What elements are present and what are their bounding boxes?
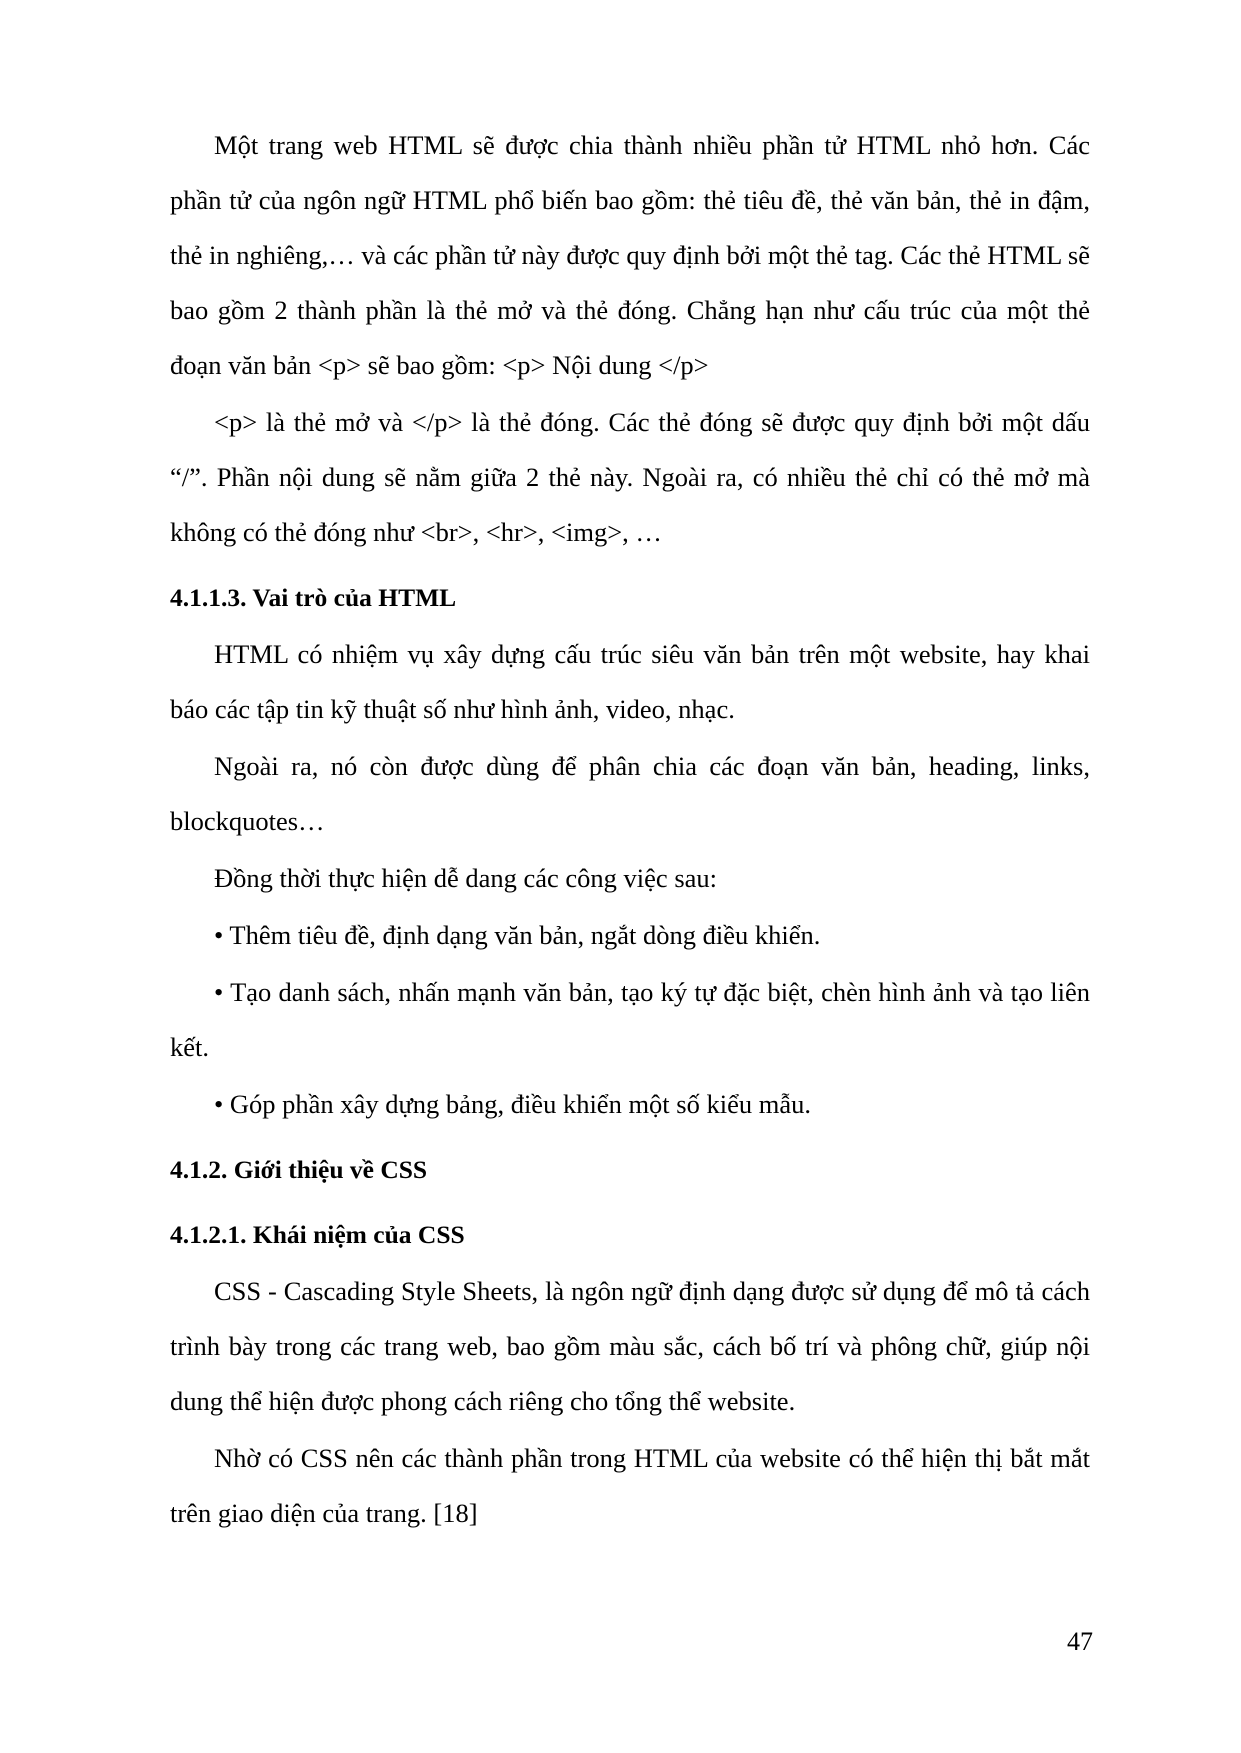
paragraph-html-elements: Một trang web HTML sẽ được chia thành nhiều phần tử HTML nhỏ hơn. Các phần tử của ngôn ngữ HTML phổ biến bao gồm: thẻ tiêu đề, thẻ văn bản, thẻ in đậm, thẻ in nghiêng,… và các phần tử này được quy định bởi một thẻ tag. Các thẻ HTML sẽ bao gồm 2 thành phần là thẻ mở và thẻ đóng. Chẳng hạn như cấu trúc của một thẻ đoạn văn bản <p> sẽ bao gồm: <p> Nội dung </p>	[170, 130, 1090, 380]
page-number: 47	[1067, 1627, 1093, 1656]
paragraph-open-close-tags: <p> là thẻ mở và </p> là thẻ đóng. Các thẻ đóng sẽ được quy định bởi một dấu “/”. Phần nội dung sẽ nằm giữa 2 thẻ này. Ngoài ra, có nhiều thẻ chỉ có thẻ mở mà không có thẻ đóng như <br>, <hr>, <img>, …	[170, 407, 1090, 547]
paragraph-html-role: HTML có nhiệm vụ xây dựng cấu trúc siêu văn bản trên một website, hay khai báo các tập tin kỹ thuật số như hình ảnh, video, nhạc.	[170, 639, 1090, 724]
heading-4-1-1-3: 4.1.1.3. Vai trò của HTML	[170, 583, 457, 612]
paragraph-css-definition: CSS - Cascading Style Sheets, là ngôn ngữ định dạng được sử dụng để mô tả cách trình bày trong các trang web, bao gồm màu sắc, cách bố trí và phông chữ, giúp nội dung thể hiện được phong cách riêng cho tổng thể website.	[170, 1276, 1090, 1416]
heading-4-1-2-1: 4.1.2.1. Khái niệm của CSS	[170, 1220, 465, 1249]
bullet-build-table: • Góp phần xây dựng bảng, điều khiển một số kiểu mẫu.	[214, 1089, 811, 1119]
bullet-create-list: • Tạo danh sách, nhấn mạnh văn bản, tạo ký tự đặc biệt, chèn hình ảnh và tạo liên kết.	[170, 977, 1090, 1062]
paragraph-css-benefit: Nhờ có CSS nên các thành phần trong HTML của website có thể hiện thị bắt mắt trên giao diện của trang. [18]	[170, 1443, 1090, 1528]
paragraph-tasks-intro: Đồng thời thực hiện dễ dang các công việc sau:	[214, 863, 718, 893]
paragraph-html-division: Ngoài ra, nó còn được dùng để phân chia các đoạn văn bản, heading, links, blockquotes…	[170, 751, 1090, 836]
bullet-add-title: • Thêm tiêu đề, định dạng văn bản, ngắt dòng điều khiển.	[214, 920, 821, 950]
heading-4-1-2: 4.1.2. Giới thiệu về CSS	[170, 1155, 428, 1184]
document-body	[170, 118, 1090, 1541]
